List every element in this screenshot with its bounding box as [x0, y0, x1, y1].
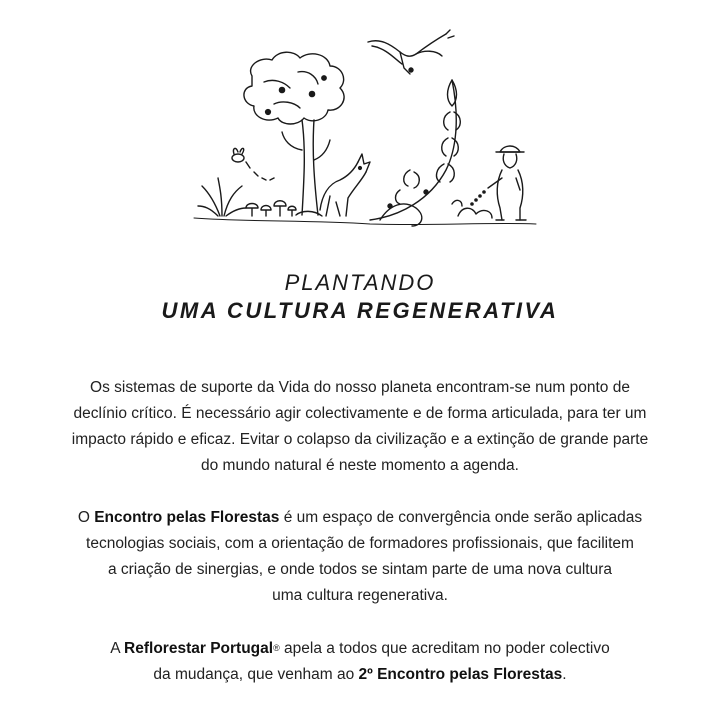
lupine-icon: [370, 80, 460, 226]
paragraph-2-prefix: O: [77, 509, 95, 526]
title-line-2: UMA CULTURA REGENERATIVA: [161, 298, 559, 323]
tree-icon: [244, 52, 344, 216]
bee-icon: [232, 148, 274, 180]
paragraph-3-line-2-prefix: da mudança, que venham ao: [153, 666, 359, 683]
paragraph-3-line-1: [0, 635, 720, 662]
paragraph-3-suffix: apela a todos que acreditam no poder colectivo: [279, 640, 610, 657]
paragraph-2-line-3: a criação de sinergias, e onde todos se sintam parte de uma nova cultura: [107, 561, 613, 578]
paragraph-3-line-2-suffix: .: [562, 666, 567, 683]
paragraph-1: [0, 375, 720, 479]
paragraph-1-line-2: declínio crítico. É necessário agir colectivamente e de forma articulada, para ter um: [73, 405, 647, 422]
paragraph-1-line-1: Os sistemas de suporte da Vida do nosso planeta encontram-se num ponto de: [90, 379, 630, 396]
registered-mark: ®: [273, 643, 280, 653]
paragraph-2-suffix: é um espaço de convergência onde serão aplicadas: [279, 509, 643, 526]
farmer-icon: [471, 146, 526, 220]
paragraph-3: [0, 635, 720, 688]
fern-icon: [198, 178, 246, 216]
body-text: [0, 375, 720, 714]
paragraph-3-prefix: A: [110, 640, 125, 657]
bird-icon: [368, 30, 454, 74]
paragraph-2: [0, 505, 720, 609]
nature-illustration: [190, 20, 540, 235]
event-name: Encontro pelas Florestas: [94, 509, 280, 526]
event-name-2: 2º Encontro pelas Florestas: [358, 666, 563, 683]
paragraph-1-line-3: impacto rápido e eficaz. Evitar o colapso da civilização e a extinção de grande parte: [71, 431, 649, 448]
heading: [0, 270, 720, 326]
lynx-icon: [320, 154, 370, 216]
paragraph-2-line-4: uma cultura regenerativa.: [272, 587, 448, 604]
paragraph-2-line-1: [0, 505, 720, 531]
organization-name: Reflorestar Portugal: [124, 640, 274, 657]
title-line-1: PLANTANDO: [284, 270, 436, 295]
paragraph-2-line-2: tecnologias sociais, com a orientação de formadores profissionais, que facilitem: [86, 535, 634, 552]
paragraph-3-line-2: [0, 662, 720, 688]
paragraph-1-line-4: do mundo natural é neste momento a agenda.: [201, 457, 519, 474]
mushroom-icon: [246, 201, 296, 216]
